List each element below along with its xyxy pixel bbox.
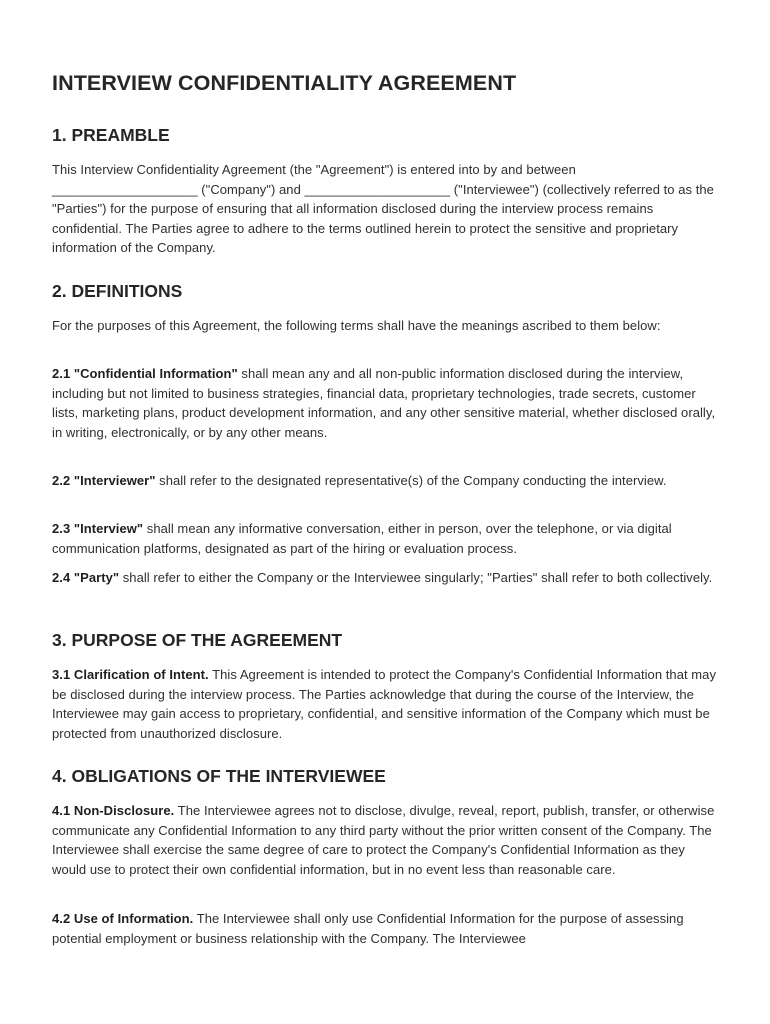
definition-term: 2.4 "Party" [52, 570, 120, 585]
clause-term: 4.1 Non-Disclosure. [52, 803, 175, 818]
section-heading-definitions: 2. DEFINITIONS [52, 281, 183, 301]
clause-clarification-of-intent [52, 665, 718, 743]
section-heading-obligations: 4. OBLIGATIONS OF THE INTERVIEWEE [52, 766, 386, 786]
definition-party [52, 568, 718, 588]
preamble-text-intro: This Interview Confidentiality Agreement (the "Agreement") is entered into by and between [52, 162, 576, 177]
definition-text: shall mean any informative conversation, either in person, over the telephone, or via digital communication platforms, designated as part of the hiring or evaluation process. [52, 521, 672, 556]
definition-text: shall mean any and all non-public information disclosed during the interview, including but not limited to business strategies, financial data, proprietary technologies, trade secrets, customer lists, marketing plans, product development information, and any other sensitive material, whether disclosed orally, in writing, electronically, or by any other means. [52, 366, 716, 440]
definition-term: 2.1 "Confidential Information" [52, 366, 238, 381]
preamble-paragraph [52, 160, 718, 258]
definition-interview [52, 519, 718, 558]
clause-text: This Agreement is intended to protect the Company's Confidential Information that may be disclosed during the interview process. The Parties acknowledge that during the course of the Interview, the Interviewee may gain access to proprietary, confidential, and sensitive information of the Company which must be protected from unauthorized disclosure. [52, 667, 717, 741]
clause-term: 4.2 Use of Information. [52, 911, 194, 926]
definition-text: shall refer to either the Company or the Interviewee singularly; "Parties" shall refer to both collectively. [119, 570, 713, 585]
definition-text: shall refer to the designated representative(s) of the Company conducting the interview. [155, 473, 667, 488]
clause-use-of-information [52, 909, 718, 948]
clause-text: The Interviewee shall only use Confidential Information for the purpose of assessing potential employment or business relationship with the Company. The Interviewee [52, 911, 684, 946]
interviewee-blank-field: ____________________ [304, 181, 451, 197]
section-heading-preamble: 1. PREAMBLE [52, 125, 170, 145]
preamble-text-rest: ("Interviewee") (collectively referred to as the "Parties") for the purpose of ensuring that all information disclosed during the interview process remains confidential. The Parties agree to adhere to the terms outlined herein to protect the sensitive and proprietary information of the Company. [52, 181, 714, 256]
document-title: INTERVIEW CONFIDENTIALITY AGREEMENT [52, 71, 517, 95]
company-blank-field: ____________________ [52, 181, 198, 197]
definitions-intro: For the purposes of this Agreement, the following terms shall have the meanings ascribed to them below: [52, 318, 661, 333]
clause-text: The Interviewee agrees not to disclose, divulge, reveal, report, publish, transfer, or otherwise communicate any Confidential Information to any third party without the prior written consent of the Company. The Interviewee shall exercise the same degree of care to protect the Company's Confidential Information as they would use to protect their own confidential information, but in no event less than reasonable care. [52, 803, 715, 877]
definition-term: 2.3 "Interview" [52, 521, 144, 536]
section-heading-purpose: 3. PURPOSE OF THE AGREEMENT [52, 630, 343, 650]
definition-term: 2.2 "Interviewer" [52, 473, 156, 488]
clause-term: 3.1 Clarification of Intent. [52, 667, 209, 682]
clause-non-disclosure [52, 801, 718, 879]
company-label: ("Company") and [197, 181, 305, 197]
definition-confidential-information [52, 364, 718, 442]
definition-interviewer [52, 471, 718, 491]
